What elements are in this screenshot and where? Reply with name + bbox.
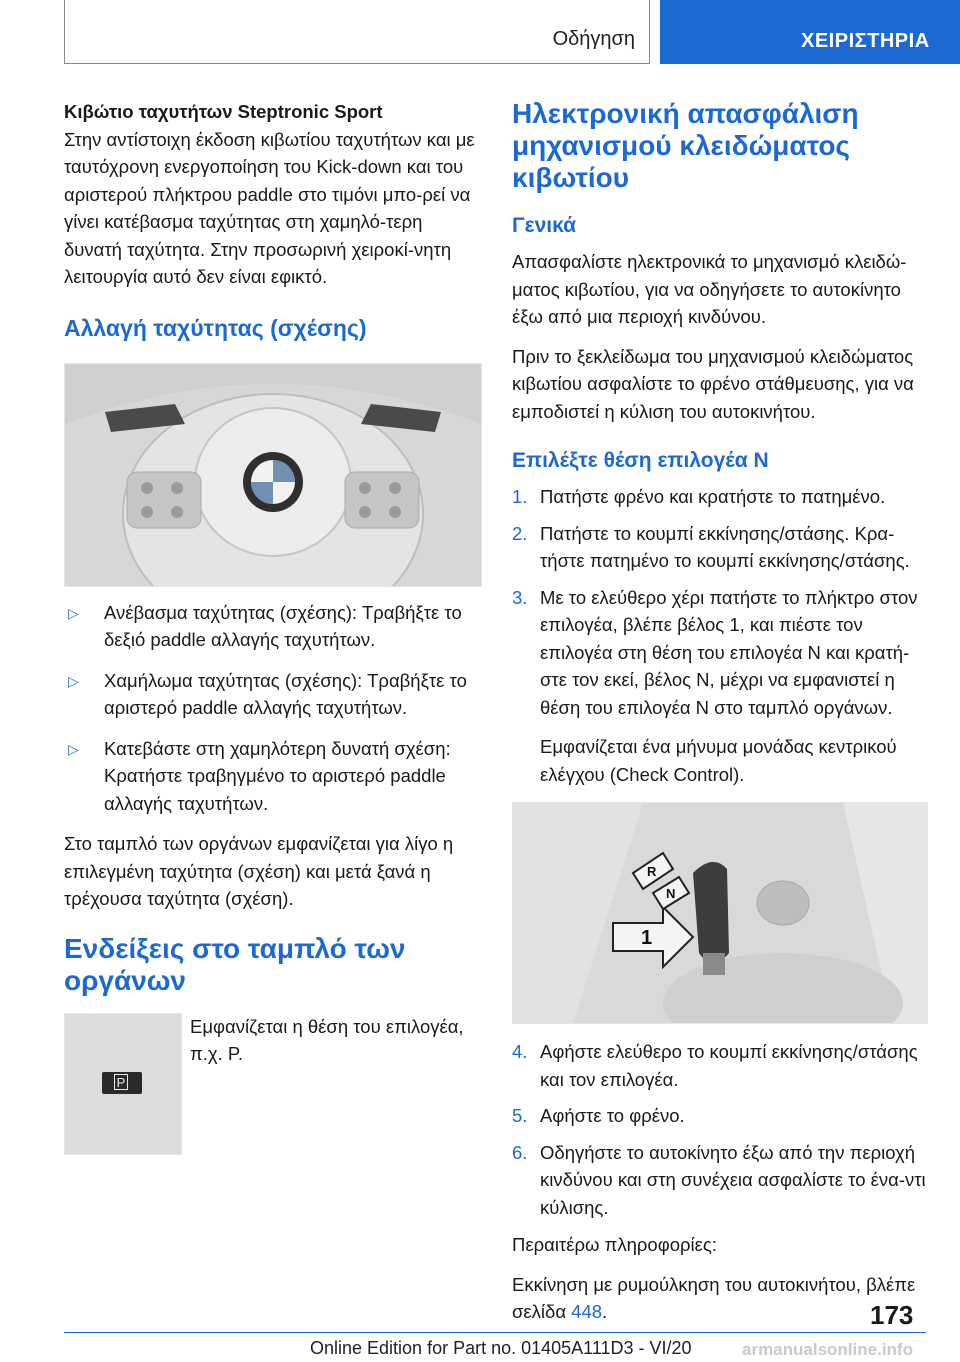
list-item: 2. Πατήστε το κουμπί εκκίνησης/στάσης. Κρα-τήστε πατημένο το κουμπί εκκίνησης/στάσης. <box>512 522 910 571</box>
instrument-cluster-note: Στο ταμπλό των οργάνων εμφανίζεται για λίγο η επιλεγμένη ταχύτητα (σχέση) και μετά ξανά η τρέχουσα ταχύτητα (σχέση). <box>64 833 454 909</box>
steering-wheel-figure <box>64 363 482 587</box>
triangle-bullet-icon: ▷ <box>68 672 79 689</box>
left-column <box>64 98 480 1155</box>
gear-selector-figure <box>512 802 928 1024</box>
list-item: ▷ Ανέβασμα ταχύτητας (σχέσης): Τραβήξτε το δεξιό paddle αλλαγής ταχυτήτων. <box>68 601 462 650</box>
edition-text: Online Edition for Part no. 01405A111D3 - VI/20 <box>310 1338 692 1358</box>
more-info-label: Περαιτέρω πληροφορίες: <box>512 1234 717 1255</box>
instrument-display-heading: Ενδείξεις στο ταμπλό των οργάνων <box>64 932 406 996</box>
steps-list-a <box>512 483 928 788</box>
watermark: armanualsonline.info <box>742 1340 913 1359</box>
list-item: ▷ Χαμήλωμα ταχύτητας (σχέσης): Τραβήξτε το αριστερό paddle αλλαγής ταχυτήτων. <box>68 669 467 718</box>
select-n-heading: Επιλέξτε θέση επιλογέα N <box>512 449 769 472</box>
triangle-bullet-icon: ▷ <box>68 604 79 621</box>
arrow-label-r: R <box>647 864 657 879</box>
arrow-label-1: 1 <box>641 927 653 949</box>
section-name: Οδήγηση <box>552 28 635 50</box>
steptronic-sport-text: Στην αντίστοιχη έκδοση κιβωτίου ταχυτήτων και με ταυτόχρονη ενεργοποίηση του Kick-down και του αριστερού πλήκτρου paddle στο τιμόνι μπο-ρεί να γίνει κατέβασμα ταχύτητας στη χαμηλό-τερη δυνατή ταχύτητα. Στην προσωρινή χειροκί-νητη λειτουργία αυτό δεν είναι εφικτό. <box>64 128 475 287</box>
gear-change-list <box>64 599 480 818</box>
general-paragraph-1: Απασφαλίστε ηλεκτρονικά το μηχανισμό κλειδώ-ματος κιβωτίου, για να οδηγήσετε το αυτοκίνητο έξω από μια περιοχή κινδύνου. <box>512 251 907 327</box>
arrow-label-n: N <box>666 886 676 901</box>
display-text: Εμφανίζεται η θέση του επιλογέα, π.χ. P. <box>190 1015 464 1064</box>
display-block <box>64 1013 480 1155</box>
list-item: ▷ Κατεβάστε στη χαμηλότερη δυνατή σχέση: Κρατήστε τραβηγμένο το αριστερό paddle αλλαγής ταχυτήτων. <box>68 737 451 814</box>
steptronic-sport-title: Κιβώτιο ταχυτήτων Steptronic Sport <box>64 101 383 122</box>
page-number: 173 <box>870 1300 914 1330</box>
general-paragraph-2: Πριν το ξεκλείδωμα του μηχανισμού κλειδώματος κιβωτίου ασφαλίστε το φρένο στάθμευσης, για να εμποδιστεί η κύλιση του αυτοκινήτου. <box>512 345 914 422</box>
check-control-note: Εμφανίζεται ένα μήνυμα μονάδας κεντρικού ελέγχου (Check Control). <box>540 736 897 785</box>
gear-indicator-box <box>102 1072 142 1094</box>
gear-indicator-letter: P <box>114 1074 128 1090</box>
list-item: 5. Αφήστε το φρένο. <box>512 1105 685 1126</box>
list-item: 3. Με το ελεύθερο χέρι πατήστε το πλήκτρο στον επιλογέα, βλέπε βέλος 1, και πιέστε τον επιλογέα στη θέση του επιλογέα N και κρατή-στε τον εκεί, βέλος N, μέχρι να εμφανιστεί η θέση του επιλογέα N στο ταμπλό οργάνων. Εμφανίζεται ένα μήνυμα μονάδας κεντρικού ελέγχου (Check Control). <box>512 584 928 789</box>
gear-change-heading: Αλλαγή ταχύτητας (σχέσης) <box>64 314 367 341</box>
chapter-tab[interactable]: ΧΕΙΡΙΣΤΗΡΙΑ <box>660 0 960 64</box>
page-448-link[interactable]: 448 <box>571 1301 603 1322</box>
steps-list-b <box>512 1038 928 1221</box>
footer-divider <box>64 1332 926 1333</box>
right-column <box>512 98 928 1338</box>
gear-selector-illustration <box>513 803 927 1023</box>
steering-wheel-illustration <box>65 364 481 586</box>
triangle-bullet-icon: ▷ <box>68 740 79 757</box>
general-heading: Γενικά <box>512 214 577 237</box>
header-box <box>64 0 650 64</box>
tow-start-reference: Εκκίνηση με ρυμούλκηση του αυτοκινήτου, βλέπε σελίδα 448. <box>512 1273 916 1322</box>
list-item: 1. Πατήστε φρένο και κρατήστε το πατημένο. <box>512 486 886 507</box>
selector-display-figure <box>64 1013 182 1155</box>
electronic-release-heading: Ηλεκτρονική απασφάλιση μηχανισμού κλειδώματος κιβωτίου <box>512 98 859 193</box>
list-item: 4. Αφήστε ελεύθερο το κουμπί εκκίνησης/στάσης και τον επιλογέα. <box>512 1041 918 1090</box>
list-item: 6. Οδηγήστε το αυτοκίνητο έξω από την περιοχή κινδύνου και στη συνέχεια ασφαλίστε το ένα-ντι κύλισης. <box>512 1141 926 1218</box>
